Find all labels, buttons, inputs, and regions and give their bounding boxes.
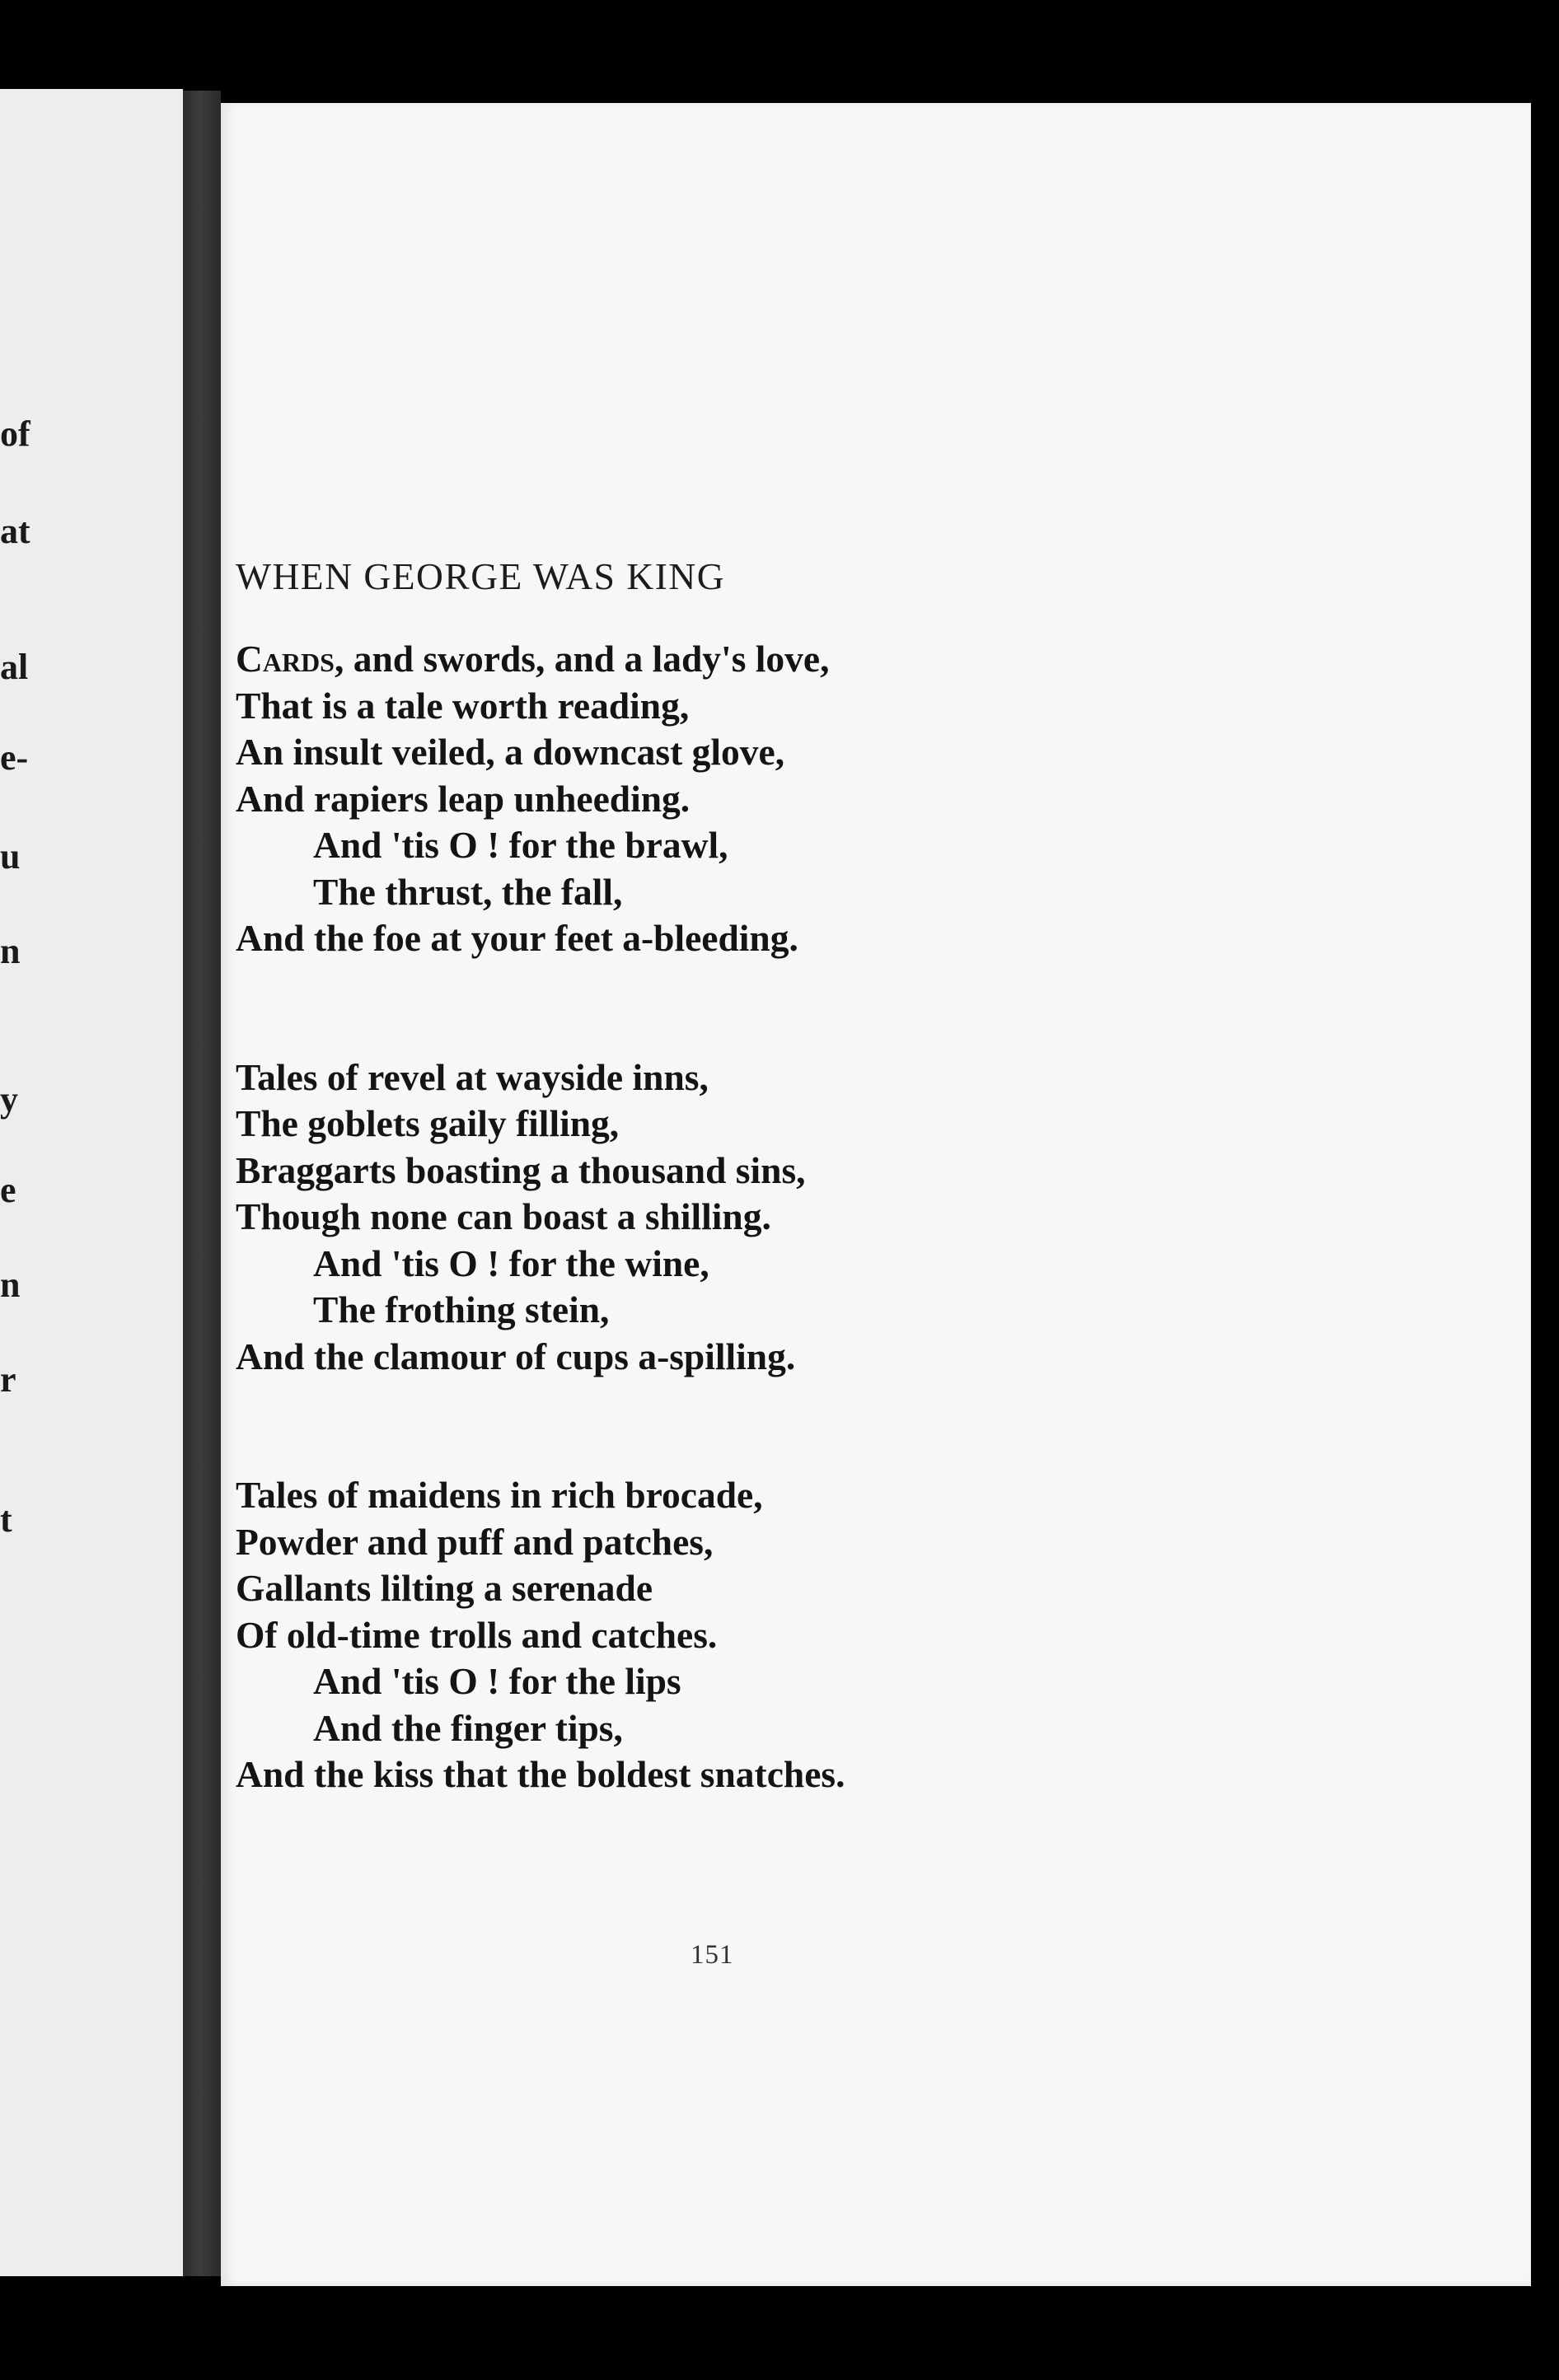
stanza-3: [236, 1472, 1208, 1798]
refrain-line: And 'tis O ! for the wine,: [313, 1241, 709, 1284]
small-caps-lead: Cards: [236, 638, 335, 680]
book-gutter: [183, 91, 221, 2276]
refrain-line: The frothing stein,: [313, 1288, 610, 1330]
verse-line: Though none can boast a shilling.: [236, 1195, 771, 1237]
left-page-fragment: of: [0, 414, 30, 454]
left-page-fragment: al: [0, 647, 29, 687]
verse-line: Powder and puff and patches,: [236, 1520, 714, 1563]
left-page-fragment: n: [0, 931, 21, 971]
stanza-2: [236, 1054, 1208, 1381]
verse-line: An insult veiled, a downcast glove,: [236, 731, 785, 773]
verse-line: And the foe at your feet a-bleeding.: [236, 917, 798, 959]
refrain-line: And the finger tips,: [313, 1706, 623, 1749]
left-page-fragment: u: [0, 836, 21, 877]
verse-line: The goblets gaily filling,: [236, 1102, 620, 1144]
verse-line: That is a tale worth reading,: [236, 684, 690, 727]
refrain-line: The thrust, the fall,: [313, 870, 623, 913]
verse-line: And the clamour of cups a-spilling.: [236, 1335, 796, 1377]
left-page-fragment: t: [0, 1499, 12, 1540]
left-page-fragment: y: [0, 1079, 18, 1120]
verse-line: Tales of maidens in rich brocade,: [236, 1474, 763, 1516]
left-page-fragment: n: [0, 1265, 21, 1305]
left-page-fragment: r: [0, 1359, 16, 1400]
left-page-fragment: e-: [0, 737, 29, 778]
page-number: 151: [691, 1940, 734, 1970]
verse-line-text: , and swords, and a lady's love,: [334, 638, 830, 680]
poem: [236, 554, 1208, 1798]
poem-title: WHEN GEORGE WAS KING: [236, 555, 726, 597]
verse-line: Tales of revel at wayside inns,: [236, 1055, 709, 1098]
refrain-line: And 'tis O ! for the lips: [313, 1660, 681, 1702]
verse-line: [236, 636, 1208, 683]
stanza-1: [236, 636, 1208, 962]
refrain-line: And 'tis O ! for the brawl,: [313, 824, 728, 866]
verse-line: And the kiss that the boldest snatches.: [236, 1753, 845, 1795]
verse-line: Braggarts boasting a thousand sins,: [236, 1148, 806, 1191]
verse-line: And rapiers leap unheeding.: [236, 777, 691, 820]
left-page: [0, 89, 183, 2276]
left-page-fragment: e: [0, 1170, 16, 1210]
verse-line: Gallants lilting a serenade: [236, 1567, 653, 1609]
verse-line: Of old-time trolls and catches.: [236, 1613, 718, 1656]
left-page-fragment: at: [0, 511, 30, 551]
